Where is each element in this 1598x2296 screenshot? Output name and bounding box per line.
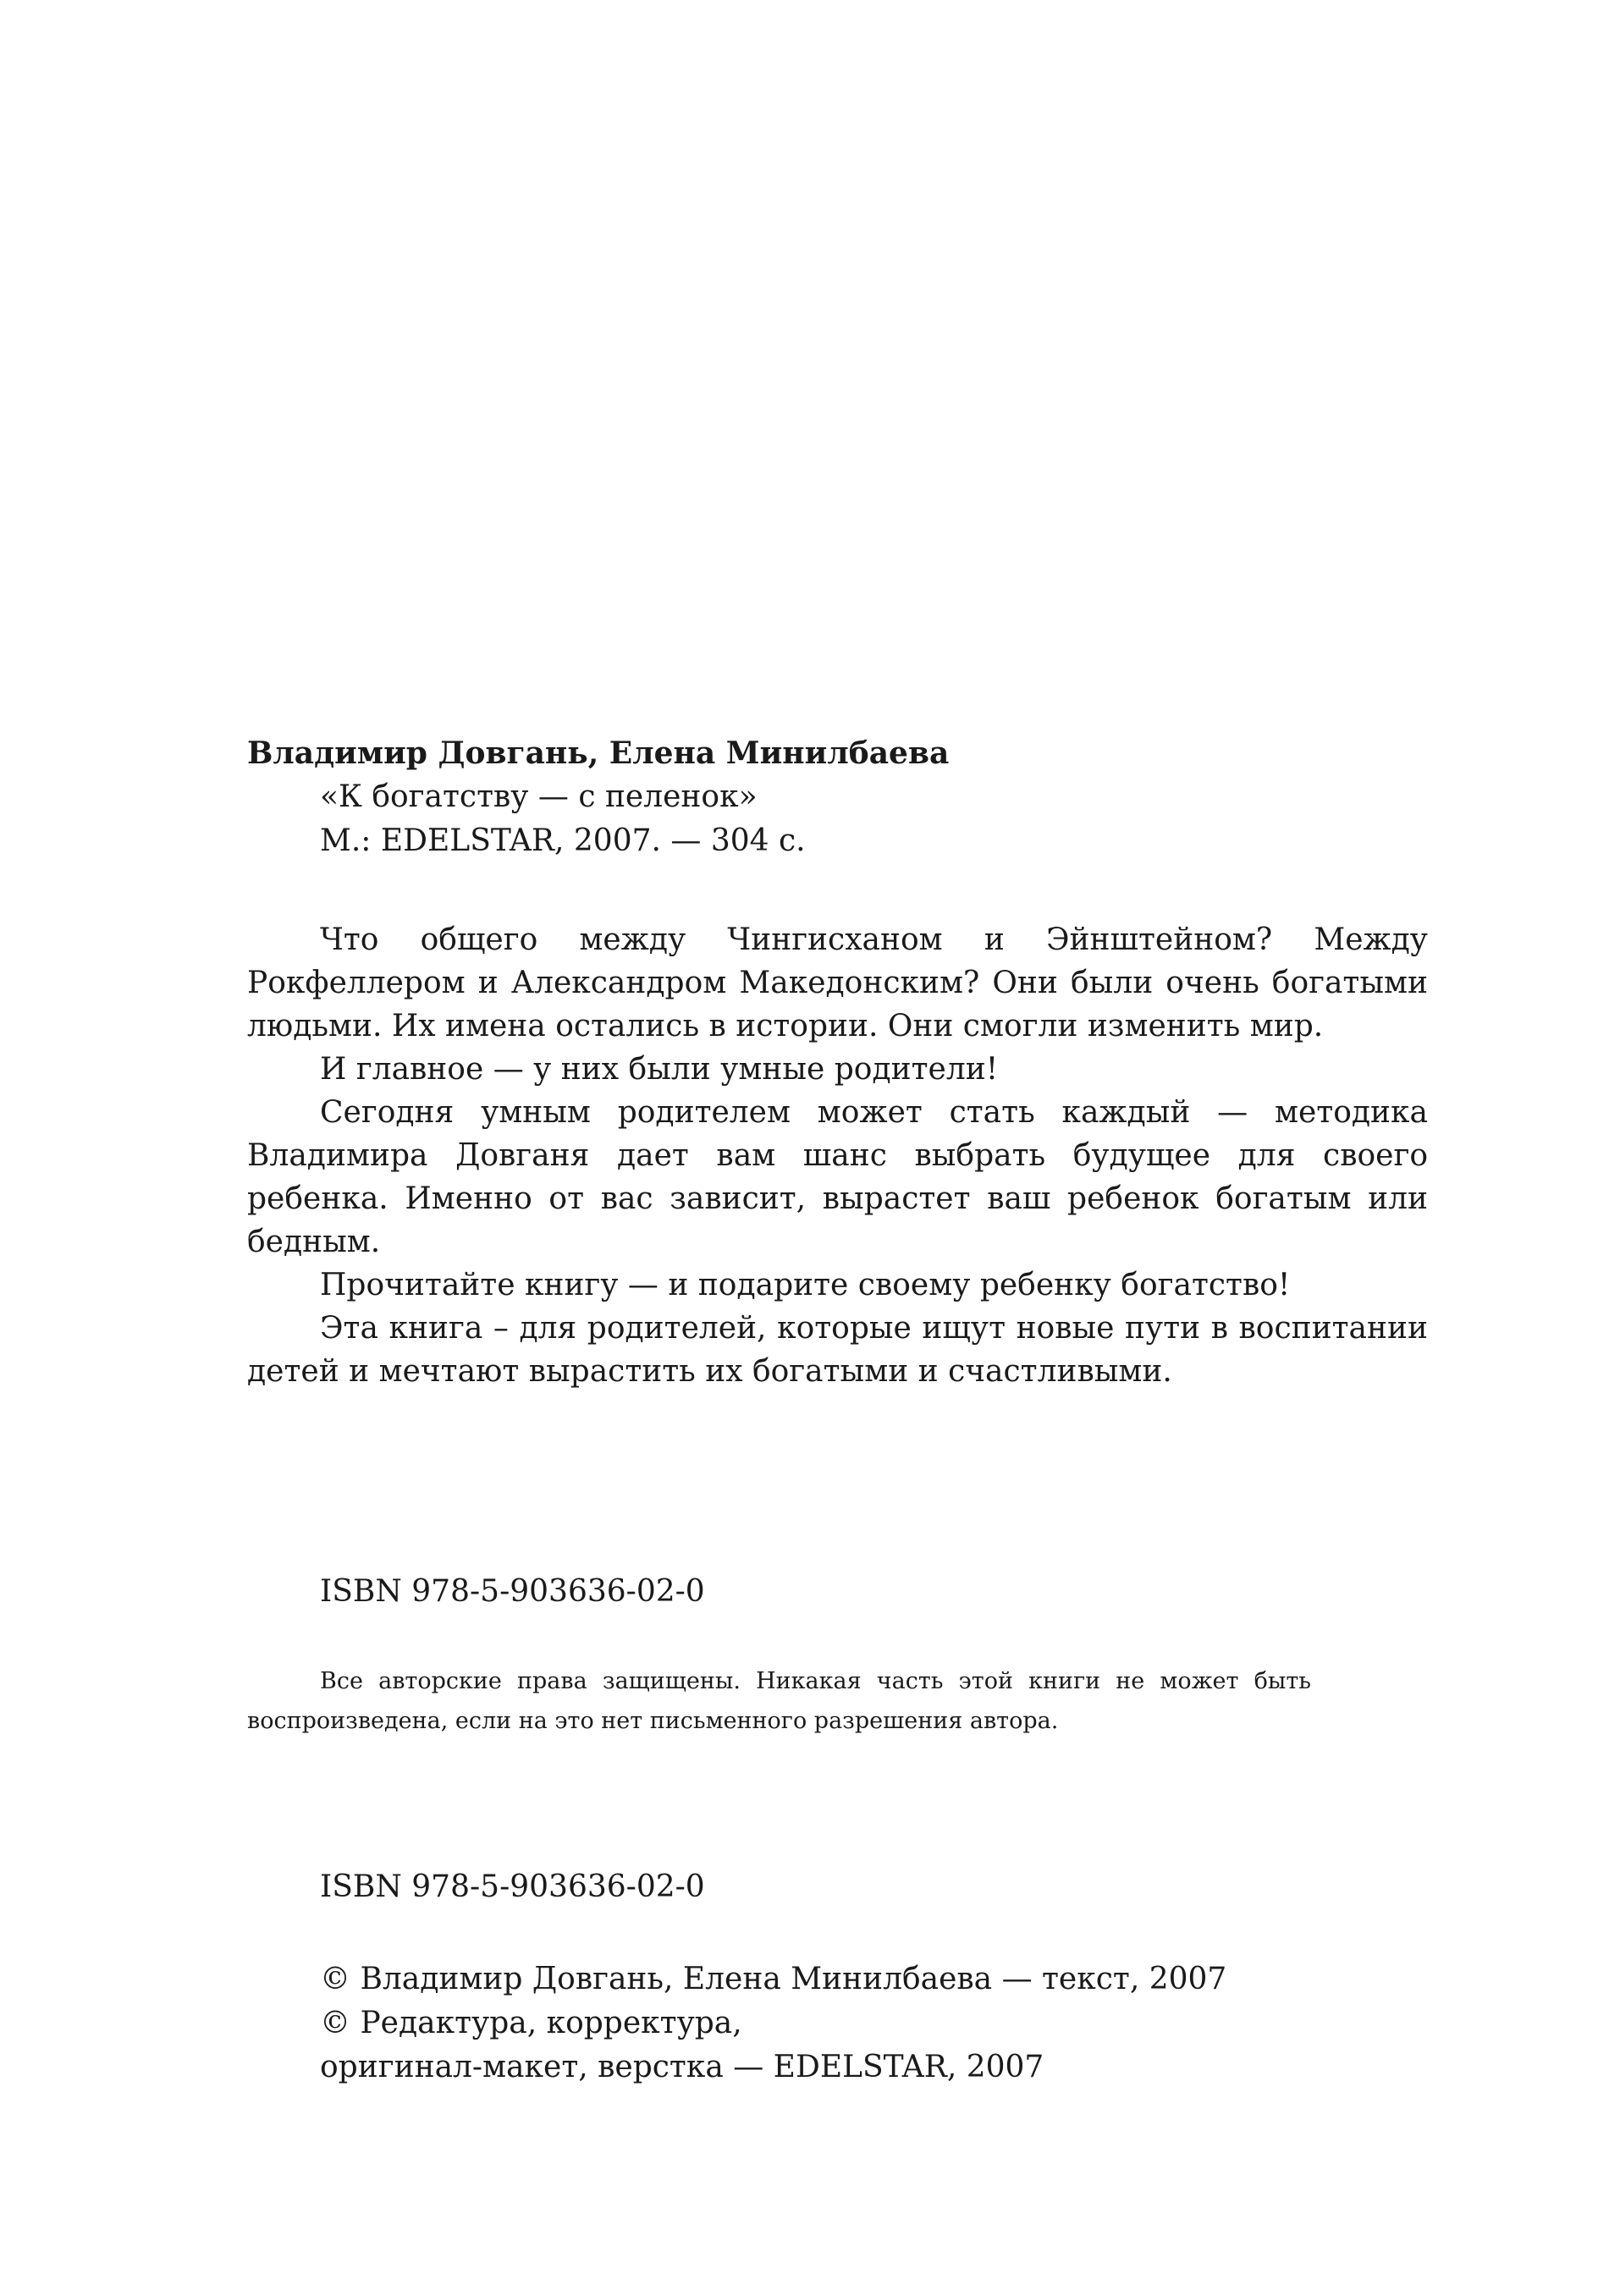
isbn-primary: ISBN 978-5-903636-02-0 [320,1574,705,1609]
rights-notice-text: Все авторские права защищены. Никакая часть этой книги не может быть воспроизведена, если на это нет письменного разрешения автора. [247,1668,1311,1734]
copyright-layout-line: оригинал-макет, верстка — EDELSTAR, 2007 [320,2050,1044,2084]
annotation-paragraph: Прочитайте книгу — и подарите своему ребенку богатство! [320,1268,1291,1302]
annotation-paragraph: Сегодня умным родителем может стать каждый — методика Владимира Довганя дает вам шанс выбрать будущее для своего ребенка. Именно от вас зависит, вырастет ваш ребенок богатым или бедным. [247,1095,1428,1259]
authors-line: Владимир Довгань, Елена Минилбаева [247,735,950,771]
annotation-paragraph: Что общего между Чингисханом и Эйнштейном? Между Рокфеллером и Александром Македонским? Они были очень богатыми людьми. Их имена остались в истории. Они смогли изменить мир. [247,922,1428,1043]
copyright-editing-line: © Редактура, корректура, [320,2006,742,2040]
annotation-block [247,918,1428,1393]
publisher-imprint-line: М.: EDELSTAR, 2007. — 304 с. [320,823,806,858]
book-title-line: «К богатству — с пеленок» [320,779,758,814]
copyright-text-line: © Владимир Довгань, Елена Минилбаева — текст, 2007 [320,1962,1227,1996]
isbn-secondary: ISBN 978-5-903636-02-0 [320,1869,705,1904]
annotation-paragraph: Эта книга – для родителей, которые ищут новые пути в воспитании детей и мечтают вырастить их богатыми и счастливыми. [247,1311,1428,1389]
annotation-paragraph: И главное — у них были умные родители! [320,1052,999,1087]
rights-notice [247,1661,1311,1741]
